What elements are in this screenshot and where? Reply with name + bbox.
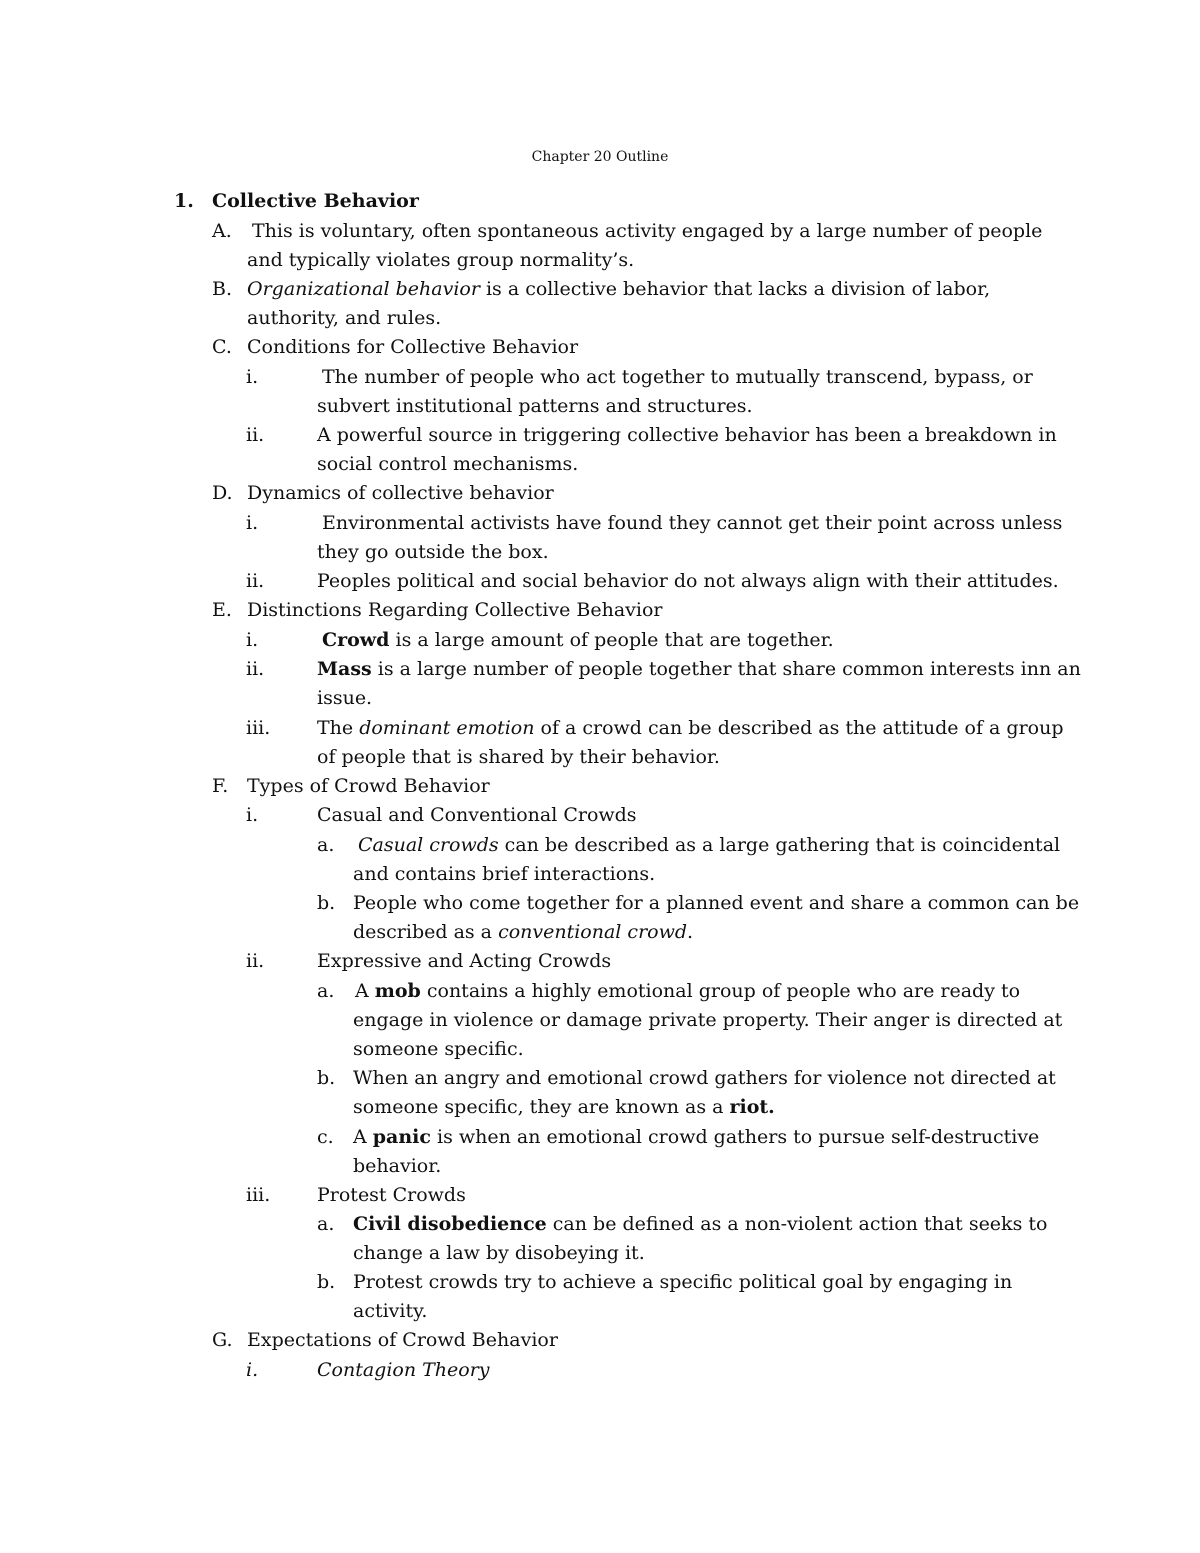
- item-f-ii-b-line1: When an angry and emotional crowd gathers for violence not directed at: [353, 1067, 1056, 1089]
- item-f-iii-b-line2: activity.: [353, 1300, 428, 1322]
- item-b-line1: Organizational behavior is a collective behavior that lacks a division of labor,: [247, 278, 991, 300]
- item-f-ii-heading: Expressive and Acting Crowds: [317, 950, 612, 972]
- page-title: Chapter 20 Outline: [531, 149, 669, 165]
- item-c-i-line2: subvert institutional patterns and structures.: [317, 395, 753, 417]
- item-f-ii-a-line3: someone specific.: [353, 1038, 524, 1060]
- subitem-marker: i.: [246, 804, 259, 826]
- subitem-marker: ii.: [246, 950, 265, 972]
- item-e-ii-line1: Mass is a large number of people together that share common interests inn an: [317, 658, 1081, 680]
- item-f-heading: Types of Crowd Behavior: [247, 775, 490, 797]
- section-heading: Collective Behavior: [212, 190, 419, 212]
- item-marker: C.: [212, 336, 232, 358]
- item-f-i-b-line1: People who come together for a planned event and share a common can be: [353, 892, 1080, 914]
- item-e-heading: Distinctions Regarding Collective Behavior: [247, 599, 663, 621]
- item-e-iii-line1: The dominant emotion of a crowd can be described as the attitude of a group: [317, 717, 1064, 739]
- subsubitem-marker: c.: [317, 1126, 334, 1148]
- item-d-heading: Dynamics of collective behavior: [247, 482, 554, 504]
- subitem-marker: i.: [246, 629, 259, 651]
- subitem-marker: i.: [246, 366, 259, 388]
- item-f-iii-heading: Protest Crowds: [317, 1184, 466, 1206]
- item-c-i-line1: The number of people who act together to mutually transcend, bypass, or: [322, 366, 1033, 388]
- item-a-line1: This is voluntary, often spontaneous activity engaged by a large number of people: [252, 220, 1043, 242]
- subsubitem-marker: a.: [317, 1213, 335, 1235]
- item-d-i-line2: they go outside the box.: [317, 541, 549, 563]
- item-e-ii-line2: issue.: [317, 687, 373, 709]
- item-c-heading: Conditions for Collective Behavior: [247, 336, 579, 358]
- item-marker: G.: [212, 1329, 233, 1351]
- item-e-i-line1: Crowd is a large amount of people that are together.: [322, 629, 834, 651]
- item-f-iii-a-line1: Civil disobedience can be defined as a non-violent action that seeks to: [353, 1213, 1048, 1235]
- subitem-marker: i.: [246, 512, 259, 534]
- subsubitem-marker: a.: [317, 980, 335, 1002]
- subsubitem-marker: b.: [317, 1271, 336, 1293]
- item-g-i-heading: Contagion Theory: [317, 1359, 490, 1381]
- subitem-marker: iii.: [246, 717, 271, 739]
- item-f-ii-c-line2: behavior.: [353, 1155, 442, 1177]
- item-f-ii-b-line2: someone specific, they are known as a riot.: [353, 1096, 775, 1118]
- item-e-iii-line2: of people that is shared by their behavior.: [317, 746, 720, 768]
- subitem-marker: i.: [246, 1359, 259, 1381]
- item-f-ii-a-line1: A mob contains a highly emotional group of people who are ready to: [355, 980, 1021, 1002]
- item-d-i-line1: Environmental activists have found they cannot get their point across unless: [322, 512, 1063, 534]
- item-marker: A.: [212, 220, 232, 242]
- item-marker: B.: [212, 278, 233, 300]
- item-f-ii-a-line2: engage in violence or damage private property. Their anger is directed at: [353, 1009, 1063, 1031]
- subsubitem-marker: b.: [317, 1067, 336, 1089]
- subitem-marker: ii.: [246, 570, 265, 592]
- subitem-marker: iii.: [246, 1184, 271, 1206]
- item-f-i-heading: Casual and Conventional Crowds: [317, 804, 637, 826]
- item-marker: E.: [212, 599, 232, 621]
- item-g-heading: Expectations of Crowd Behavior: [247, 1329, 558, 1351]
- item-f-i-a-line2: and contains brief interactions.: [353, 863, 656, 885]
- subitem-marker: ii.: [246, 424, 265, 446]
- subsubitem-marker: a.: [317, 834, 335, 856]
- item-marker: D.: [212, 482, 233, 504]
- subsubitem-marker: b.: [317, 892, 336, 914]
- item-f-iii-b-line1: Protest crowds try to achieve a specific political goal by engaging in: [353, 1271, 1013, 1293]
- item-c-ii-line1: A powerful source in triggering collective behavior has been a breakdown in: [317, 424, 1057, 446]
- section-number: 1.: [174, 190, 194, 212]
- subitem-marker: ii.: [246, 658, 265, 680]
- item-f-ii-c-line1: A panic is when an emotional crowd gathers to pursue self-destructive: [353, 1126, 1040, 1148]
- item-d-ii-line1: Peoples political and social behavior do not always align with their attitudes.: [317, 570, 1059, 592]
- item-f-i-b-line2: described as a conventional crowd.: [353, 921, 694, 943]
- item-f-iii-a-line2: change a law by disobeying it.: [353, 1242, 645, 1264]
- item-f-i-a-line1: Casual crowds can be described as a large gathering that is coincidental: [358, 834, 1061, 856]
- item-c-ii-line2: social control mechanisms.: [317, 453, 579, 475]
- item-b-line2: authority, and rules.: [247, 307, 442, 329]
- item-marker: F.: [212, 775, 229, 797]
- item-a-line2: and typically violates group normality’s.: [247, 249, 635, 271]
